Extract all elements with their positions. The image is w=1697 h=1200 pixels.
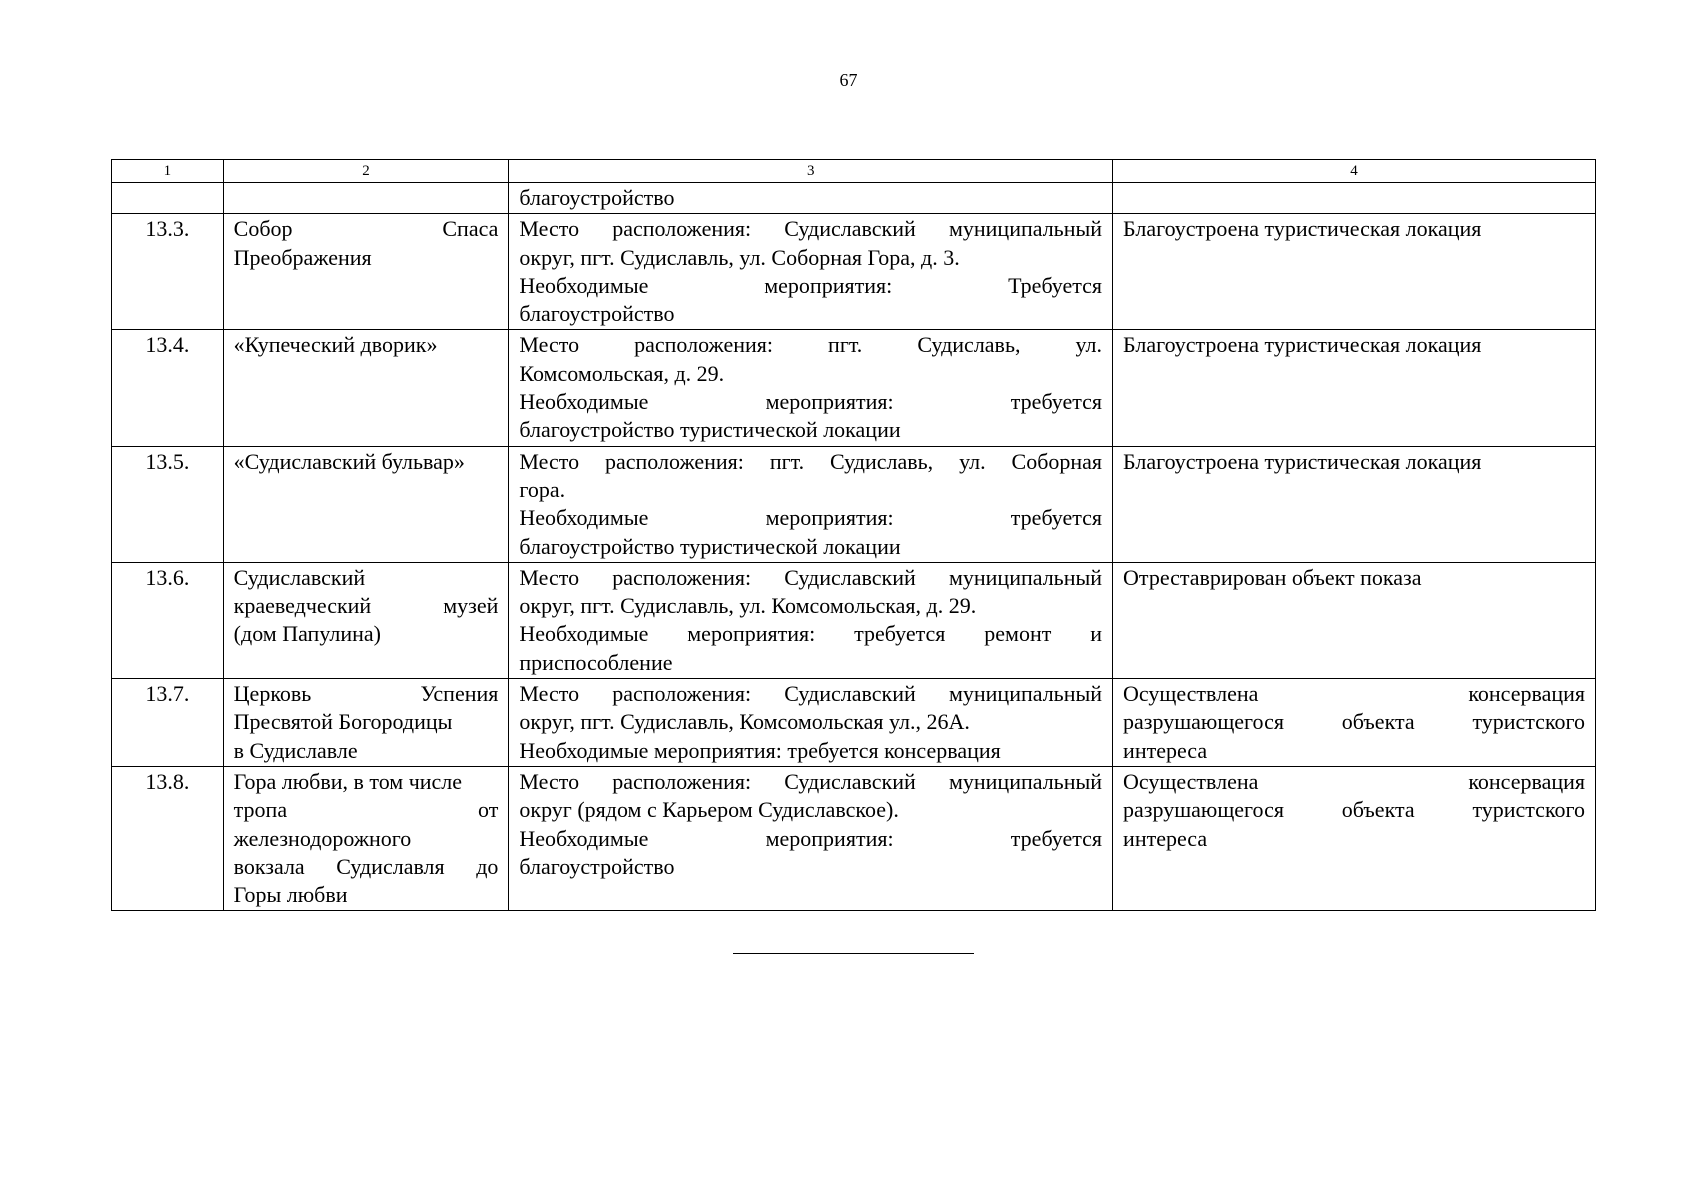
description-line: благоустройство	[519, 853, 675, 879]
name-line: Церковь Успения	[233, 681, 499, 707]
object-name	[223, 766, 509, 910]
object-description	[509, 446, 1113, 562]
description-line: Необходимые мероприятия: требуется	[519, 389, 1103, 415]
description-line: Место расположения: Судиславский муниципальный	[519, 564, 1103, 590]
object-name	[223, 214, 509, 330]
column-header-2: 2	[223, 160, 509, 183]
result-line: Благоустроена туристическая локация	[1123, 332, 1482, 358]
column-header-1: 1	[112, 160, 224, 183]
expected-result	[1113, 562, 1596, 678]
row-number	[112, 183, 224, 214]
description-line: приспособление	[519, 649, 673, 675]
object-name	[223, 562, 509, 678]
expected-result	[1113, 446, 1596, 562]
description-line: Место расположения: пгт. Судиславь, ул. Соборная	[519, 448, 1103, 474]
page-number: 67	[839, 70, 858, 90]
row-number: 13.8.	[112, 766, 224, 910]
name-line: Горы любви	[233, 882, 348, 908]
name-line: Судиславский	[233, 564, 366, 590]
expected-result	[1113, 330, 1596, 446]
description-line: округ (рядом с Карьером Судиславское).	[519, 797, 899, 823]
row-number: 13.3.	[112, 214, 224, 330]
expected-result	[1113, 679, 1596, 767]
table-row	[112, 330, 1596, 446]
name-line: «Купеческий дворик»	[233, 332, 438, 358]
description-line: Необходимые мероприятия: требуется ремонт и	[519, 621, 1103, 647]
description-line: Комсомольская, д. 29.	[519, 360, 725, 386]
description-line: округ, пгт. Судиславль, ул. Комсомольская, д. 29.	[519, 593, 977, 619]
result-line: Осуществлена консервация	[1123, 681, 1585, 707]
expected-result	[1113, 183, 1596, 214]
object-description	[509, 214, 1113, 330]
column-header-3: 3	[509, 160, 1113, 183]
name-line: Гора любви, в том числе	[233, 768, 463, 794]
description-line: Необходимые мероприятия: Требуется	[519, 272, 1103, 298]
result-line: разрушающегося объекта туристского	[1123, 797, 1585, 823]
expected-result	[1113, 214, 1596, 330]
table-row	[112, 562, 1596, 678]
object-name	[223, 446, 509, 562]
table-header-row	[112, 160, 1596, 183]
result-line: интереса	[1123, 825, 1208, 851]
description-line: Необходимые мероприятия: требуется	[519, 825, 1103, 851]
name-line: Собор Спаса	[233, 216, 499, 242]
object-name	[223, 679, 509, 767]
description-line: благоустройство	[519, 301, 675, 327]
description-line: Место расположения: Судиславский муниципальный	[519, 216, 1103, 242]
table-row	[112, 214, 1596, 330]
object-description	[509, 679, 1113, 767]
name-line: «Судиславский бульвар»	[233, 448, 465, 474]
result-line: Отреставрирован объект показа	[1123, 564, 1422, 590]
footer-separator-line	[733, 953, 974, 954]
name-line: (дом Папулина)	[233, 621, 381, 647]
objects-table	[111, 159, 1596, 911]
object-name	[223, 330, 509, 446]
object-name	[223, 183, 509, 214]
description-line: округ, пгт. Судиславль, ул. Соборная Гора, д. 3.	[519, 244, 960, 270]
table-row-continuation	[112, 183, 1596, 214]
result-line: Осуществлена консервация	[1123, 768, 1585, 794]
description-line: Место расположения: пгт. Судиславь, ул.	[519, 332, 1103, 358]
object-description	[509, 562, 1113, 678]
row-number: 13.7.	[112, 679, 224, 767]
table-row	[112, 446, 1596, 562]
description-line: Необходимые мероприятия: требуется	[519, 505, 1103, 531]
name-line: в Судиславле	[233, 737, 358, 763]
name-line: тропа от	[233, 797, 499, 823]
name-line: Пресвятой Богородицы	[233, 709, 453, 735]
description-line: благоустройство туристической локации	[519, 533, 901, 559]
column-header-4: 4	[1113, 160, 1596, 183]
object-description	[509, 183, 1113, 214]
row-number: 13.5.	[112, 446, 224, 562]
description-line: Место расположения: Судиславский муниципальный	[519, 681, 1103, 707]
table-row	[112, 766, 1596, 910]
description-line: округ, пгт. Судиславль, Комсомольская ул., 26А.	[519, 709, 970, 735]
row-number: 13.6.	[112, 562, 224, 678]
object-description	[509, 766, 1113, 910]
result-line: Благоустроена туристическая локация	[1123, 448, 1482, 474]
description-line: гора.	[519, 476, 566, 502]
result-line: разрушающегося объекта туристского	[1123, 709, 1585, 735]
result-line: интереса	[1123, 737, 1208, 763]
description-line: благоустройство	[519, 185, 675, 210]
description-line: Место расположения: Судиславский муниципальный	[519, 768, 1103, 794]
name-line: Преображения	[233, 244, 372, 270]
expected-result	[1113, 766, 1596, 910]
name-line: вокзала Судиславля до	[233, 853, 499, 879]
object-description	[509, 330, 1113, 446]
description-line: Необходимые мероприятия: требуется консервация	[519, 737, 1001, 763]
result-line: Благоустроена туристическая локация	[1123, 216, 1482, 242]
name-line: краеведческий музей	[233, 593, 499, 619]
name-line: железнодорожного	[233, 825, 412, 851]
table-row	[112, 679, 1596, 767]
description-line: благоустройство туристической локации	[519, 417, 901, 443]
row-number: 13.4.	[112, 330, 224, 446]
